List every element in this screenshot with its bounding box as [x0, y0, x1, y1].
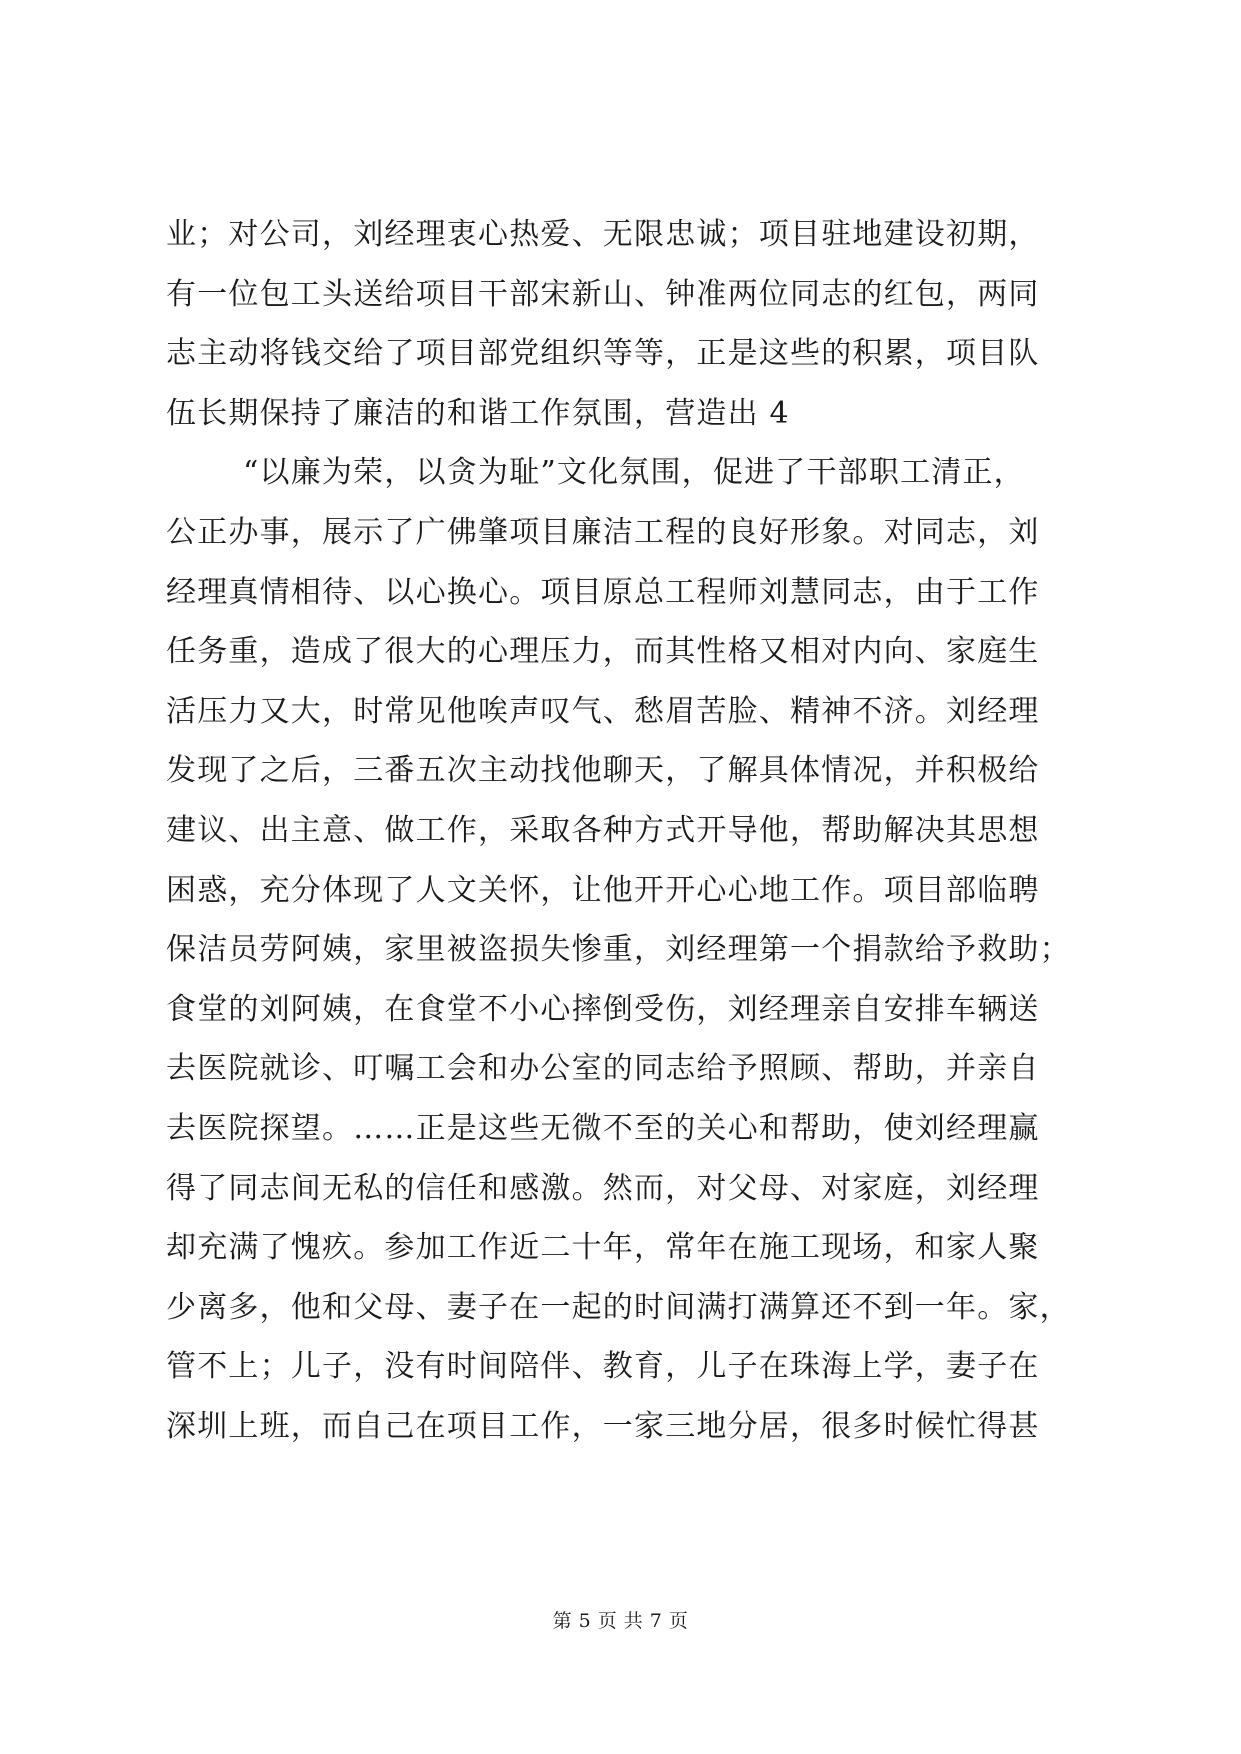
text-line: 食堂的刘阿姨，在食堂不小心摔倒受伤，刘经理亲自安排车辆送	[166, 991, 1040, 1027]
text-line: 经理真情相待、以心换心。项目原总工程师刘慧同志，由于工作	[166, 574, 1040, 610]
text-line: 建议、出主意、做工作，采取各种方式开导他，帮助解决其思想	[166, 812, 1040, 848]
text-line: 有一位包工头送给项目干部宋新山、钟准两位同志的红包，两同	[166, 276, 1040, 312]
text-line: 少离多，他和父母、妻子在一起的时间满打满算还不到一年。家，	[166, 1289, 1071, 1325]
text-line: 得了同志间无私的信任和感激。然而，对父母、对家庭，刘经理	[166, 1170, 1040, 1206]
text-line: 业；对公司，刘经理衷心热爱、无限忠诚；项目驻地建设初期，	[166, 217, 1040, 252]
text-line: 去医院就诊、叮嘱工会和办公室的同志给予照顾、帮助，并亲自	[166, 1051, 1040, 1087]
text-line: 管不上；儿子，没有时间陪伴、教育，儿子在珠海上学，妻子在	[166, 1349, 1040, 1385]
document-body	[166, 205, 1086, 1456]
text-line: 发现了之后，三番五次主动找他聊天，了解具体情况，并积极给	[166, 753, 1040, 789]
text-line: 任务重，造成了很大的心理压力，而其性格又相对内向、家庭生	[166, 634, 1040, 670]
text-line: 保洁员劳阿姨，家里被盗损失惨重，刘经理第一个捐款给予救助；	[166, 932, 1071, 968]
text-line: 去医院探望。……正是这些无微不至的关心和帮助，使刘经理赢	[166, 1110, 1040, 1146]
text-line: 公正办事，展示了广佛肇项目廉洁工程的良好形象。对同志，刘	[166, 514, 1040, 550]
text-line: 志主动将钱交给了项目部党组织等等，正是这些的积累，项目队	[166, 336, 1040, 372]
text-line: 困惑，充分体现了人文关怀，让他开开心心地工作。项目部临聘	[166, 872, 1040, 908]
text-line: 伍长期保持了廉洁的和谐工作氛围，营造出 4	[166, 395, 790, 431]
text-line: 深圳上班，而自己在项目工作，一家三地分居，很多时候忙得甚	[166, 1408, 1040, 1444]
text-line: 活压力又大，时常见他唉声叹气、愁眉苦脸、精神不济。刘经理	[166, 693, 1040, 729]
paragraph-first-line: “以廉为荣，以贪为耻”文化氛围，促进了干部职工清正，	[243, 455, 1025, 491]
page-number-footer: 第 5 页 共 7 页	[552, 1610, 689, 1632]
text-line: 却充满了愧疚。参加工作近二十年，常年在施工现场，和家人聚	[166, 1230, 1040, 1266]
